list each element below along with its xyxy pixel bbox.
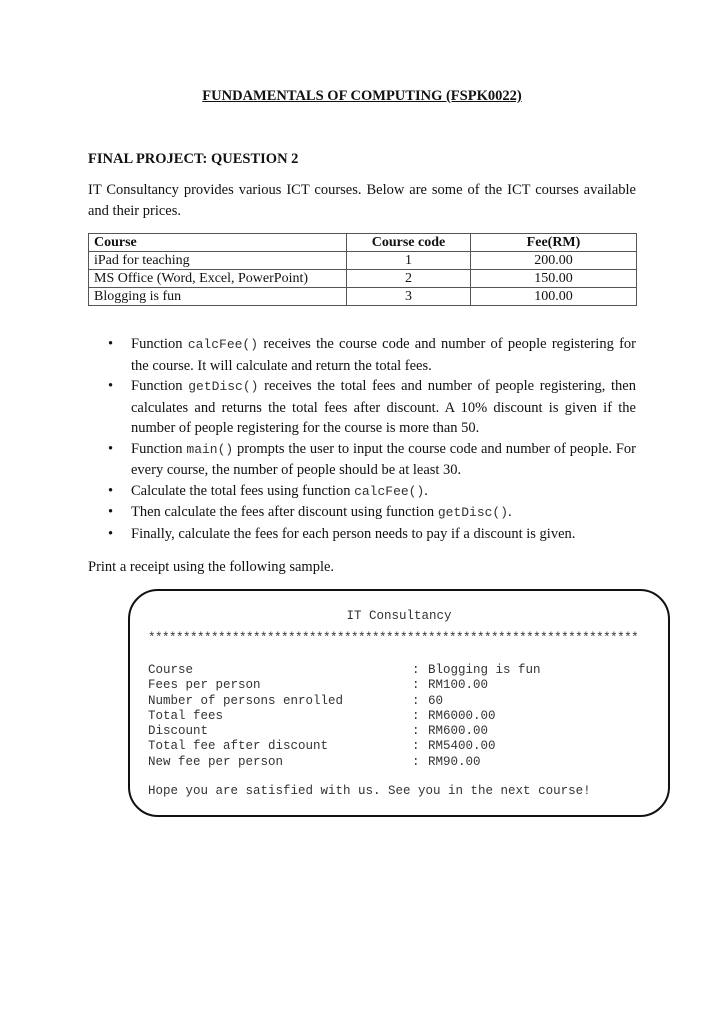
receipt-sample [128, 589, 670, 817]
list-item [108, 481, 636, 503]
list-item [108, 502, 636, 524]
table-row [89, 288, 637, 306]
bullet-text: receives the total fees and number of people registering, then calculates and returns the total fees after discount. A 10% discount is given if the number of people registering for the course is more than 50. [131, 378, 636, 436]
cell-course: iPad for teaching [89, 252, 347, 270]
function-name: getDisc() [437, 505, 509, 520]
receipt-row [148, 709, 541, 724]
receipt-row [148, 755, 541, 770]
bullet-text: Calculate the total fees using function [131, 482, 355, 499]
cell-course-code: 3 [347, 288, 471, 306]
receipt-row [148, 678, 541, 693]
cell-fee: 150.00 [471, 270, 637, 288]
receipt-value: RM5400.00 [428, 739, 496, 754]
list-item [108, 524, 636, 546]
receipt-label: New fee per person [148, 754, 284, 769]
bullet-text: Function [131, 378, 189, 394]
receipt-value: RM100.00 [428, 678, 489, 693]
receipt-value: 60 [428, 693, 444, 708]
list-item [108, 439, 636, 481]
receipt-label: Fees per person [148, 678, 261, 693]
receipt-colon: : [412, 663, 420, 677]
receipt-colon: : [412, 724, 420, 739]
course-table [88, 233, 637, 306]
receipt-colon: : [412, 678, 420, 693]
requirements-list [108, 334, 636, 545]
receipt-row [148, 694, 541, 709]
receipt-value: Blogging is fun [428, 663, 541, 677]
receipt-value: RM600.00 [428, 724, 489, 739]
bullet-text: Function [131, 440, 187, 457]
cell-course: Blogging is fun [89, 288, 347, 306]
receipt-instruction: Print a receipt using the following sample. [88, 559, 335, 575]
intro-paragraph: IT Consultancy provides various ICT courses. Below are some of the ICT courses available and their prices. [88, 182, 636, 219]
table-row [89, 252, 637, 270]
bullet-text: prompts the user to input the course code and number of people. For every course, the number of people should be at least 30. [131, 440, 637, 478]
receipt-title: IT Consultancy [346, 609, 452, 623]
receipt-row [148, 663, 541, 678]
cell-course: MS Office (Word, Excel, PowerPoint) [89, 270, 347, 288]
column-header-course: Course [89, 234, 347, 252]
column-header-course-code: Course code [347, 234, 471, 252]
list-item [108, 334, 636, 376]
bullet-text: Function [131, 336, 188, 352]
function-name: main() [186, 441, 234, 457]
receipt-label: Course [148, 663, 194, 677]
cell-fee: 100.00 [471, 288, 637, 306]
document-title: FUNDAMENTALS OF COMPUTING (FSPK0022) [202, 88, 522, 104]
function-name: calcFee() [187, 337, 259, 352]
function-name: calcFee() [354, 483, 425, 499]
bullet-text: . [424, 482, 428, 499]
receipt-colon: : [412, 739, 420, 754]
receipt-row [148, 724, 541, 739]
cell-course-code: 1 [347, 252, 471, 270]
section-heading: FINAL PROJECT: QUESTION 2 [88, 151, 299, 167]
receipt-label: Total fees [148, 708, 224, 723]
function-name: getDisc() [188, 379, 259, 394]
receipt-label: Number of persons enrolled [148, 693, 344, 708]
bullet-text: . [508, 504, 512, 520]
receipt-colon: : [412, 693, 420, 708]
receipt-separator: ********************************************************************** [148, 631, 639, 645]
cell-course-code: 2 [347, 270, 471, 288]
receipt-value: RM6000.00 [428, 708, 496, 723]
cell-fee: 200.00 [471, 252, 637, 270]
list-item [108, 376, 636, 439]
bullet-text: receives the course code and number of people registering for the course. It will calculate and return the total fees. [131, 336, 636, 374]
table-header-row [89, 234, 637, 252]
column-header-fee: Fee(RM) [471, 234, 637, 252]
receipt-footer: Hope you are satisfied with us. See you in the next course! [148, 784, 591, 798]
receipt-colon: : [412, 708, 420, 723]
receipt-value: RM90.00 [428, 754, 481, 769]
bullet-text: Finally, calculate the fees for each person needs to pay if a discount is given. [131, 525, 576, 542]
receipt-label: Discount [148, 724, 209, 739]
receipt-row [148, 739, 541, 754]
receipt-colon: : [412, 754, 420, 769]
receipt-label: Total fee after discount [148, 739, 329, 754]
table-row [89, 270, 637, 288]
receipt-rows [148, 663, 541, 770]
bullet-text: Then calculate the fees after discount using function [131, 504, 438, 520]
